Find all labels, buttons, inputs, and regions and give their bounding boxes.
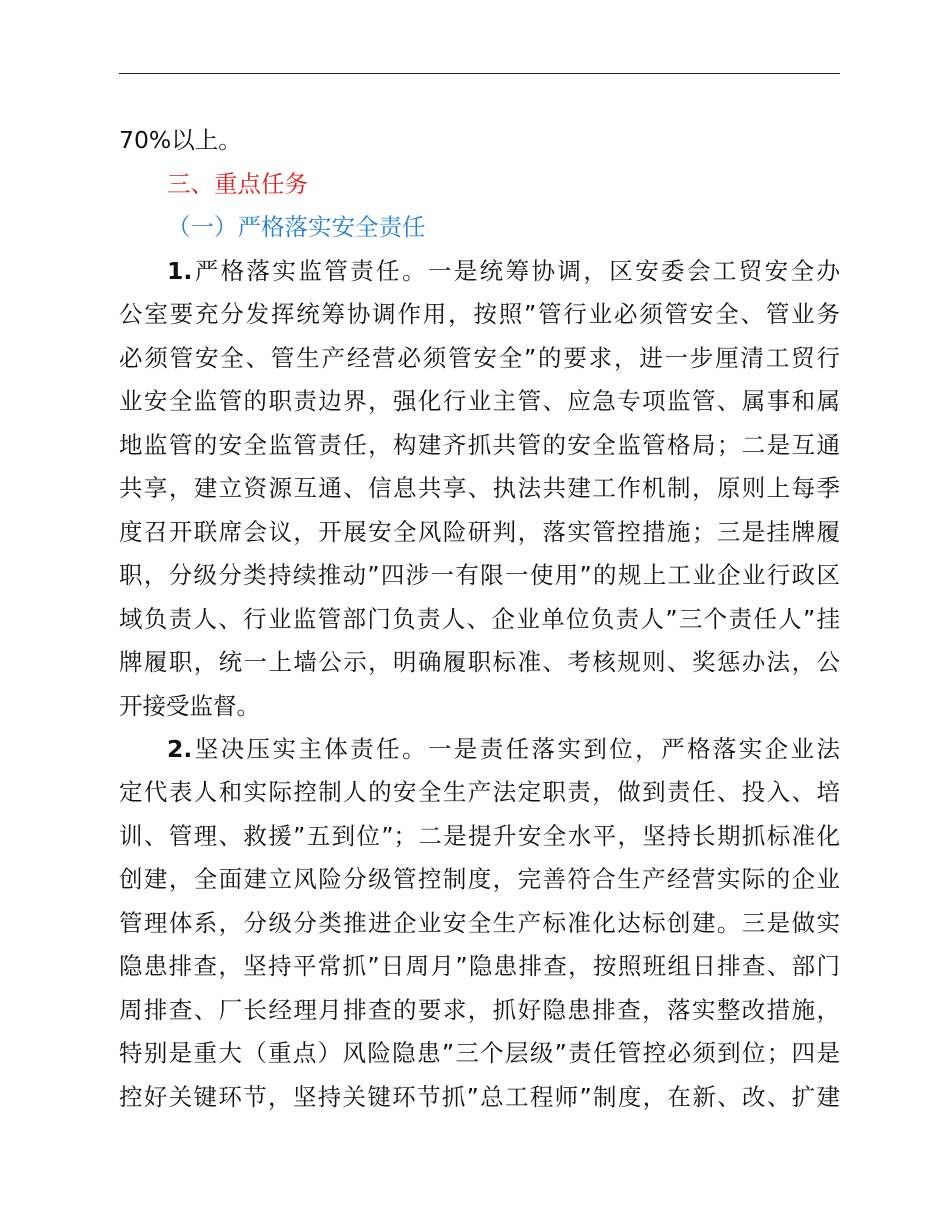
header-rule [119, 73, 840, 74]
paragraph-2-line: 训、管理、救援”五到位”；二是提升安全水平，坚持长期抓标准化 [119, 822, 840, 850]
paragraph-1-line [167, 256, 840, 286]
subsection-heading: （一）严格落实安全责任 [167, 213, 426, 241]
paragraph-2-line: 定代表人和实际控制人的安全生产法定职责，做到责任、投入、培 [119, 778, 840, 806]
paragraph-2-first-line: 坚决压实主体责任。一是责任落实到位，严格落实企业法 [192, 735, 840, 763]
paragraph-1-line: 牌履职，统一上墙公示，明确履职标准、考核规则、奖惩办法，公 [119, 648, 840, 676]
paragraph-1-line: 业安全监管的职责边界，强化行业主管、应急专项监管、属事和属 [119, 387, 840, 415]
paragraph-1-line: 域负责人、行业监管部门负责人、企业单位负责人”三个责任人”挂 [119, 605, 840, 633]
section-heading: 三、重点任务 [167, 170, 308, 198]
paragraph-1-line: 地监管的安全监管责任，构建齐抓共管的安全监管格局；二是互通 [119, 431, 840, 459]
paragraph-1-line: 公室要充分发挥统筹协调作用，按照”管行业必须管安全、管业务 [119, 300, 840, 328]
paragraph-2-number: 2. [167, 735, 193, 763]
paragraph-2-line: 特别是重大（重点）风险隐患”三个层级”责任管控必须到位；四是 [119, 1039, 840, 1067]
paragraph-1-number: 1. [167, 257, 193, 285]
paragraph-2-line: 周排查、厂长经理月排查的要求，抓好隐患排查，落实整改措施， [119, 996, 840, 1024]
paragraph-2-line: 管理体系，分级分类推进企业安全生产标准化达标创建。三是做实 [119, 909, 840, 937]
paragraph-2-line: 隐患排查，坚持平常抓”日周月”隐患排查，按照班组日排查、部门 [119, 952, 840, 980]
paragraph-1-line: 共享，建立资源互通、信息共享、执法共建工作机制，原则上每季 [119, 474, 840, 502]
paragraph-1-line: 度召开联席会议，开展安全风险研判，落实管控措施；三是挂牌履 [119, 518, 840, 546]
paragraph-1-line: 开接受监督。 [119, 692, 260, 720]
paragraph-1-line: 职，分级分类持续推动”四涉一有限一使用”的规上工业企业行政区 [119, 561, 840, 589]
paragraph-1-line: 必须管安全、管生产经营必须管安全”的要求，进一步厘清工贸行 [119, 344, 840, 372]
paragraph-2-line: 创建，全面建立风险分级管控制度，完善符合生产经营实际的企业 [119, 865, 840, 893]
continuation-text: 70%以上。 [119, 126, 242, 154]
paragraph-2-line: 控好关键环节，坚持关键环节抓”总工程师”制度，在新、改、扩建 [119, 1083, 840, 1111]
paragraph-2-line [167, 734, 840, 764]
paragraph-1-first-line: 严格落实监管责任。一是统筹协调，区安委会工贸安全办 [192, 257, 840, 285]
